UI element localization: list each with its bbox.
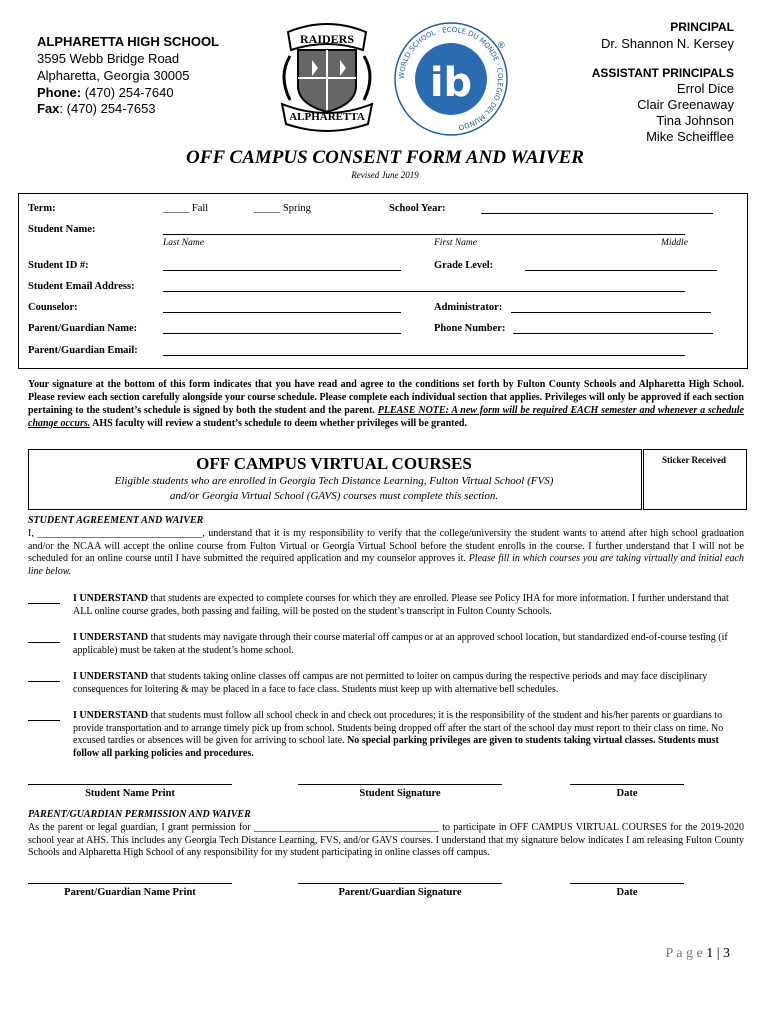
ib-ring-text: WORLD SCHOOL · ÉCOLE DU MONDE · COLEGIO DEL MUNDO — [397, 25, 505, 132]
student-id-field[interactable] — [163, 270, 401, 271]
school-year-label: School Year: — [389, 203, 446, 214]
student-email-label: Student Email Address: — [28, 281, 135, 292]
assistant-principals-label: ASSISTANT PRINCIPALS — [591, 66, 734, 80]
assistant-principal-name: Errol Dice — [676, 81, 734, 96]
ib-letters: ib — [429, 60, 473, 106]
principal-label: PRINCIPAL — [670, 20, 734, 34]
school-address-line2: Alpharetta, Georgia 30005 — [37, 68, 190, 83]
guardian-name-field[interactable] — [163, 333, 401, 334]
guardian-signature-field[interactable] — [298, 883, 502, 884]
item-text: that students are expected to complete courses for which they are enrolled. Please see Policy IHA for more information. I further understand that ALL online course grades, both passing and failing, will be posted on the student’s transcript in Fulton County Schools. — [73, 593, 729, 617]
item-3-initial-field[interactable] — [28, 681, 60, 682]
counselor-field[interactable] — [163, 312, 401, 313]
guardian-waiver-paragraph — [28, 822, 744, 860]
item-text: that students must follow all school check in and check out procedures; it is the responsibility of the student and his/her parents or guardians to provide transportation and to arrange timely pick up from school. Students being dropped off after the start of the school day must report to their class on time. No excused tardies or absences will be given for arriving to school late. — [73, 710, 724, 746]
assistant-principal-name: Mike Scheifflee — [646, 129, 734, 144]
ib-world-school-logo — [392, 20, 510, 138]
sticker-received-label: Sticker Received — [661, 455, 727, 465]
understand-item-4 — [73, 710, 745, 760]
phone-number-field[interactable] — [513, 333, 713, 334]
principal-name: Dr. Shannon N. Kersey — [601, 36, 734, 51]
assistant-principals-list — [637, 81, 734, 145]
item-lead: I UNDERSTAND — [73, 593, 149, 604]
phone-label: Phone: — [37, 85, 82, 100]
raiders-crest-logo — [268, 16, 386, 132]
school-phone — [37, 85, 174, 100]
grade-level-label: Grade Level: — [434, 260, 494, 271]
counselor-label: Counselor: — [28, 302, 78, 313]
item-text: that students taking online classes off campus are not permitted to loiter on campus during the respective periods and may face disciplinary consequences for loitering & may be placed in a face to face class. Students must keep up with alternative bell schedules. — [73, 671, 708, 695]
student-name-field[interactable] — [163, 234, 685, 235]
student-agreement-heading: STUDENT AGREEMENT AND WAIVER — [28, 515, 204, 526]
fax-label: Fax — [37, 101, 60, 116]
administrator-field[interactable] — [511, 312, 711, 313]
last-name-caption: Last Name — [163, 238, 204, 248]
phone-value: (470) 254-7640 — [84, 85, 174, 100]
item-1-initial-field[interactable] — [28, 603, 60, 604]
virtual-courses-heading: OFF CAMPUS VIRTUAL COURSES — [196, 454, 472, 473]
student-agreement-paragraph — [28, 528, 744, 578]
student-name-print-label: Student Name Print — [85, 788, 175, 799]
student-email-field[interactable] — [163, 291, 685, 292]
term-spring-option[interactable]: _____ Spring — [254, 203, 311, 214]
guardian-waiver-heading: PARENT/GUARDIAN PERMISSION AND WAIVER — [28, 809, 251, 820]
understand-item-3 — [73, 671, 745, 696]
student-agreement-instruction: Please fill in which courses you are taking virtually and initial each line below. — [28, 553, 745, 577]
revised-date: Revised June 2019 — [351, 170, 419, 180]
guardian-date-field[interactable] — [570, 883, 684, 884]
school-fax — [37, 101, 156, 116]
student-date-field[interactable] — [570, 784, 684, 785]
guardian-email-label: Parent/Guardian Email: — [28, 345, 138, 356]
student-signature-label: Student Signature — [359, 788, 441, 799]
administrator-label: Administrator: — [434, 302, 503, 313]
registered-mark: ® — [498, 40, 505, 50]
student-date-label: Date — [616, 788, 638, 799]
assistant-principal-name: Tina Johnson — [656, 113, 734, 128]
page-number — [665, 946, 730, 962]
student-agreement-text: I, _________________________________, understand that it is my responsibility to verify that the college/university the student wants to attend after high school graduation and/or the NCAA will accept the online course from Fulton Virtual or Georgia Virtual School before the student enrolls in the course. I further understand that I will not be scheduled for an online course until I have submitted the required application and my counselor approves it. — [28, 528, 744, 564]
guardian-name-label: Parent/Guardian Name: — [28, 323, 138, 334]
guardian-waiver-text: As the parent or legal guardian, I grant permission for _____________________________________ to participate in OFF CAMPUS VIRTUAL COURSES for the 2019-2020 school year at AHS. This includes any Georgia Tech Distance Learning, FVS, and/or GAVS courses. I understand that my signature below indicates I am releasing Fulton County Schools and Alpharetta High School of any responsibility for my student participating in online classes off campus. — [28, 822, 744, 858]
student-name-label: Student Name: — [28, 224, 96, 235]
item-2-initial-field[interactable] — [28, 642, 60, 643]
guardian-date-label: Date — [616, 887, 638, 898]
middle-name-caption: Middle — [661, 238, 688, 248]
term-fall-option[interactable]: _____ Fall — [163, 203, 209, 214]
term-label: Term: — [28, 203, 56, 214]
fax-value: : (470) 254-7653 — [59, 101, 156, 116]
assistant-principal-name: Clair Greenaway — [637, 97, 734, 112]
item-lead: I UNDERSTAND — [73, 671, 149, 682]
virtual-courses-subtitle-1: Eligible students who are enrolled in Georgia Tech Distance Learning, Fulton Virtual School (FVS) — [114, 475, 554, 487]
item-text: that students may navigate through their course material off campus or at an approved school location, but standardized end-of-course testing (if applicable) must be taken at the student’s home school. — [73, 632, 728, 656]
item-lead: I UNDERSTAND — [73, 632, 149, 643]
item-bold-tail: No special parking privileges are given to students taking virtual classes. Students must follow all parking policies and procedures. — [73, 735, 719, 759]
form-title: OFF CAMPUS CONSENT FORM AND WAIVER — [186, 147, 584, 168]
virtual-courses-subtitle-2: and/or Georgia Virtual School (GAVS) courses must complete this section. — [169, 490, 499, 502]
understand-item-2 — [73, 632, 745, 657]
first-name-caption: First Name — [434, 238, 478, 248]
guardian-name-print-label: Parent/Guardian Name Print — [64, 887, 196, 898]
student-id-label: Student ID #: — [28, 260, 89, 271]
understand-item-1 — [73, 593, 745, 618]
school-year-field[interactable] — [481, 213, 713, 214]
intro-tail: AHS faculty will review a student’s schedule to deem whether privileges will be granted. — [90, 418, 467, 429]
item-4-initial-field[interactable] — [28, 720, 60, 721]
guardian-name-print-field[interactable] — [28, 883, 232, 884]
crest-bottom-text: ALPHARETTA — [289, 111, 365, 123]
school-name: ALPHARETTA HIGH SCHOOL — [37, 34, 219, 49]
page-num: 1 | 3 — [706, 946, 730, 961]
intro-paragraph — [28, 378, 744, 430]
crest-top-text: RAIDERS — [299, 32, 355, 46]
student-name-print-field[interactable] — [28, 784, 232, 785]
student-signature-field[interactable] — [298, 784, 502, 785]
guardian-email-field[interactable] — [163, 355, 685, 356]
intro-note: PLEASE NOTE: A new form will be required EACH semester and whenever a schedule change occurs. — [28, 405, 744, 429]
phone-number-label: Phone Number: — [434, 323, 506, 334]
school-address-line1: 3595 Webb Bridge Road — [37, 51, 180, 66]
intro-text: Your signature at the bottom of this form indicates that you have read and agree to the conditions set forth by Fulton County Schools and Alpharetta High School. Please review each section carefully alongside your course schedule. Please complete each individual section that applies. Privileges will only be approved if each section pertaining to the student’s schedule is signed by both the student and the parent. — [28, 379, 744, 416]
grade-level-field[interactable] — [525, 270, 717, 271]
item-lead: I UNDERSTAND — [73, 710, 149, 721]
guardian-signature-label: Parent/Guardian Signature — [338, 887, 462, 898]
page-word: P a g e — [665, 946, 703, 961]
